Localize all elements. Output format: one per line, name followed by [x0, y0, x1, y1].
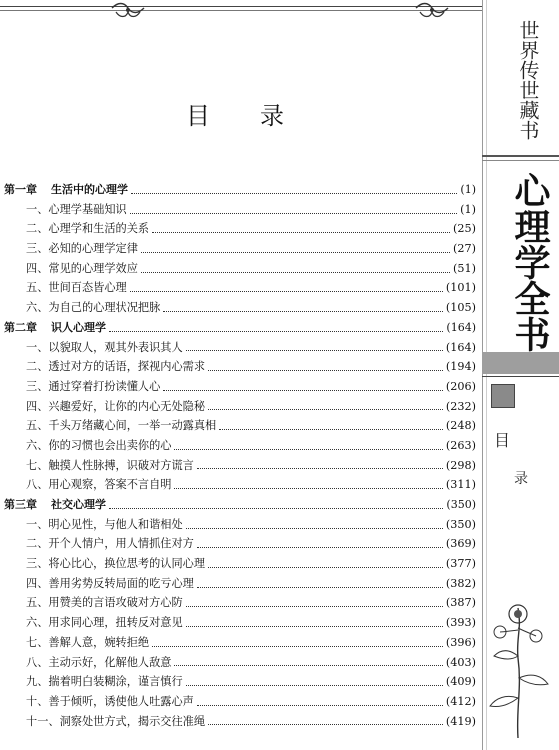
toc-chapter-row[interactable]: [4, 495, 476, 515]
page-number: (164): [445, 340, 476, 354]
section-title: 三、必知的心理学定律: [26, 242, 138, 256]
section-title: 四、兴趣爱好，让你的内心无处隐秘: [26, 399, 206, 413]
toc-chapter-row[interactable]: [4, 180, 476, 200]
toc-item-row[interactable]: [4, 357, 476, 377]
section-title: 五、世间百态皆心理: [26, 281, 127, 295]
dot-leader: [208, 723, 443, 725]
toc-item-row[interactable]: [4, 456, 476, 476]
book-title: 心理学全书: [509, 172, 550, 352]
dot-leader: [131, 192, 457, 194]
section-title: 十、善于倾听，诱使他人吐露心声: [26, 694, 194, 708]
toc-item-row[interactable]: [4, 672, 476, 692]
chapter-number: 第三章: [4, 498, 37, 511]
dot-leader: [163, 310, 443, 312]
page-number: (382): [445, 576, 476, 590]
page-number: (51): [453, 261, 476, 275]
corner-ornament-icon: [414, 0, 450, 22]
side-band-line: [482, 155, 559, 157]
toc-item-row[interactable]: [4, 712, 476, 732]
page-number: (164): [446, 320, 476, 334]
page-number: (248): [445, 419, 476, 433]
chapter-number: 第一章: [4, 183, 37, 196]
dot-leader: [109, 507, 443, 509]
page-number: (377): [445, 557, 476, 571]
page-number: (263): [445, 438, 476, 452]
dot-leader: [197, 586, 443, 588]
section-title: 三、通过穿着打扮读懂人心: [26, 379, 161, 393]
side-band-line-inner: [482, 160, 559, 161]
toc-item-row[interactable]: [4, 416, 476, 436]
side-gray-bar: [482, 352, 559, 374]
page-number: (194): [445, 360, 476, 374]
section-title: 八、主动示好，化解他人敌意: [26, 655, 172, 669]
flower-illustration-icon: [478, 598, 558, 738]
dot-leader: [174, 448, 442, 450]
toc-item-row[interactable]: [4, 397, 476, 417]
page-number: (101): [445, 281, 476, 295]
section-title: 九、揣着明白装糊涂，谨言慎行: [26, 675, 183, 689]
toc-item-row[interactable]: [4, 534, 476, 554]
dot-leader: [219, 428, 443, 430]
dot-leader: [152, 645, 443, 647]
section-title: 三、将心比心，换位思考的认同心理: [26, 557, 206, 571]
page-number: (311): [445, 478, 476, 492]
toc-item-row[interactable]: [4, 593, 476, 613]
toc-item-row[interactable]: [4, 613, 476, 633]
chapter-title: 生活中的心理学: [51, 183, 128, 196]
dot-leader: [186, 684, 443, 686]
section-title: 六、你的习惯也会出卖你的心: [26, 438, 172, 452]
section-title: 二、心理学和生活的关系: [26, 222, 150, 236]
section-title: 一、明心见性，与他人和谐相处: [26, 517, 183, 531]
page-number: (1): [460, 202, 476, 216]
table-of-contents: [4, 180, 476, 731]
dot-leader: [141, 271, 450, 273]
page-number: (350): [445, 517, 476, 531]
page-number: (206): [445, 379, 476, 393]
dot-leader: [163, 389, 443, 391]
toc-item-row[interactable]: [4, 515, 476, 535]
dot-leader: [197, 467, 443, 469]
side-section-label: 录: [514, 471, 528, 487]
dot-leader: [141, 251, 450, 253]
section-title: 七、触摸人性脉搏，识破对方谎言: [26, 458, 194, 472]
dot-leader: [186, 527, 443, 529]
section-title: 六、用求同心理，扭转反对意见: [26, 616, 183, 630]
toc-item-row[interactable]: [4, 377, 476, 397]
dot-leader: [109, 330, 443, 332]
dot-leader: [186, 349, 443, 351]
dot-leader: [197, 546, 443, 548]
section-title: 二、透过对方的话语，探视内心需求: [26, 360, 206, 374]
dot-leader: [174, 664, 442, 666]
chapter-number: 第二章: [4, 320, 37, 334]
side-gray-bar-line: [482, 376, 559, 377]
top-border-line-inner: [0, 10, 482, 11]
top-border-line: [0, 6, 482, 7]
page-number: (403): [445, 655, 476, 669]
section-title: 四、常见的心理学效应: [26, 261, 138, 275]
section-title: 二、开个人情户，用人情抓住对方: [26, 537, 194, 551]
toc-item-row[interactable]: [4, 278, 476, 298]
toc-item-row[interactable]: [4, 692, 476, 712]
dot-leader: [130, 290, 443, 292]
dot-leader: [152, 231, 450, 233]
toc-item-row[interactable]: [4, 219, 476, 239]
dot-leader: [174, 487, 442, 489]
dot-leader: [208, 566, 443, 568]
page-number: (105): [445, 301, 476, 315]
toc-item-row[interactable]: [4, 574, 476, 594]
toc-item-row[interactable]: [4, 633, 476, 653]
page-number: (232): [445, 399, 476, 413]
toc-item-row[interactable]: [4, 259, 476, 279]
page-number: (419): [445, 714, 476, 728]
section-title: 五、千头万绪藏心间，一举一动露真相: [26, 419, 217, 433]
dot-leader: [186, 625, 443, 627]
chapter-title: 识人心理学: [51, 320, 106, 334]
section-title: 五、用赞美的言语攻破对方心防: [26, 596, 183, 610]
toc-chapter-row[interactable]: [4, 318, 476, 338]
dot-leader: [208, 369, 443, 371]
series-title: 世界传世藏书: [516, 20, 540, 140]
page-number: (409): [445, 675, 476, 689]
toc-item-row[interactable]: [4, 653, 476, 673]
side-section-label: 目: [494, 431, 511, 450]
corner-ornament-icon: [110, 0, 146, 22]
page-number: (27): [453, 242, 476, 256]
toc-item-row[interactable]: [4, 436, 476, 456]
section-title: 六、为自己的心理状况把脉: [26, 301, 161, 315]
toc-item-row[interactable]: [4, 239, 476, 259]
dot-leader: [197, 704, 443, 706]
dot-leader: [130, 212, 457, 214]
dot-leader: [186, 605, 443, 607]
page-number: (25): [453, 222, 476, 236]
section-title: 八、用心观察，答案不言自明: [26, 478, 172, 492]
page-number: (350): [446, 498, 476, 511]
page-number: (396): [445, 635, 476, 649]
toc-item-row[interactable]: [4, 475, 476, 495]
page-number: (1): [460, 183, 476, 196]
page-title: 目录: [186, 102, 334, 130]
page-number: (298): [445, 458, 476, 472]
toc-item-row[interactable]: [4, 200, 476, 220]
toc-item-row[interactable]: [4, 338, 476, 358]
section-title: 一、心理学基础知识: [26, 202, 127, 216]
page-number: (393): [445, 616, 476, 630]
page-number: (412): [445, 694, 476, 708]
section-title: 七、善解人意，婉转拒绝: [26, 635, 150, 649]
seal-emblem-icon: [491, 384, 515, 408]
dot-leader: [208, 408, 443, 410]
section-title: 四、善用劣势反转局面的吃亏心理: [26, 576, 194, 590]
chapter-title: 社交心理学: [51, 498, 106, 511]
section-title: 十一、洞察处世方式，揭示交往准绳: [26, 714, 206, 728]
toc-item-row[interactable]: [4, 298, 476, 318]
page-number: (369): [445, 537, 476, 551]
page-number: (387): [445, 596, 476, 610]
toc-item-row[interactable]: [4, 554, 476, 574]
section-title: 一、以貌取人，观其外表识其人: [26, 340, 183, 354]
